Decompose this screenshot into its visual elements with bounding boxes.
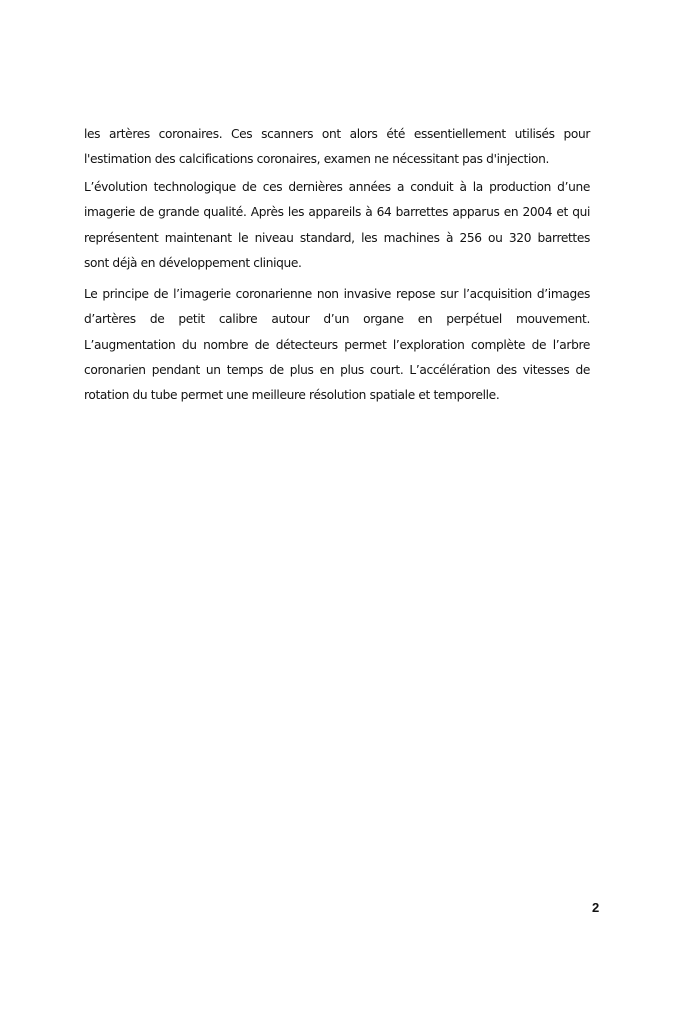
- text-line: sont déjà en développement clinique.: [84, 255, 302, 270]
- text-line: d’artères de petit calibre autour d’un organe en perpétuel mouvement.: [84, 312, 590, 327]
- paragraph-1: [84, 122, 590, 173]
- text-line: imagerie de grande qualité. Après les appareils à 64 barrettes apparus en 2004 et qui: [84, 205, 590, 220]
- paragraph-3: [84, 282, 590, 408]
- text-line: L’évolution technologique de ces dernières années a conduit à la production d’une: [84, 180, 590, 194]
- text-line: représentent maintenant le niveau standard, les machines à 256 ou 320 barrettes: [84, 230, 590, 245]
- text-line: l'estimation des calcifications coronaires, examen ne nécessitant pas d'injection.: [84, 152, 549, 167]
- text-line: L’augmentation du nombre de détecteurs permet l’exploration complète de l’arbre: [84, 337, 590, 352]
- paragraph-2: [84, 175, 590, 276]
- text-line: rotation du tube permet une meilleure résolution spatiale et temporelle.: [84, 388, 500, 403]
- text-line: coronarien pendant un temps de plus en plus court. L’accélération des vitesses de: [84, 362, 590, 377]
- text-line: les artères coronaires. Ces scanners ont alors été essentiellement utilisés pour: [84, 127, 590, 141]
- page-number: 2: [592, 900, 600, 915]
- text-line: Le principe de l’imagerie coronarienne non invasive repose sur l’acquisition d’images: [84, 287, 590, 301]
